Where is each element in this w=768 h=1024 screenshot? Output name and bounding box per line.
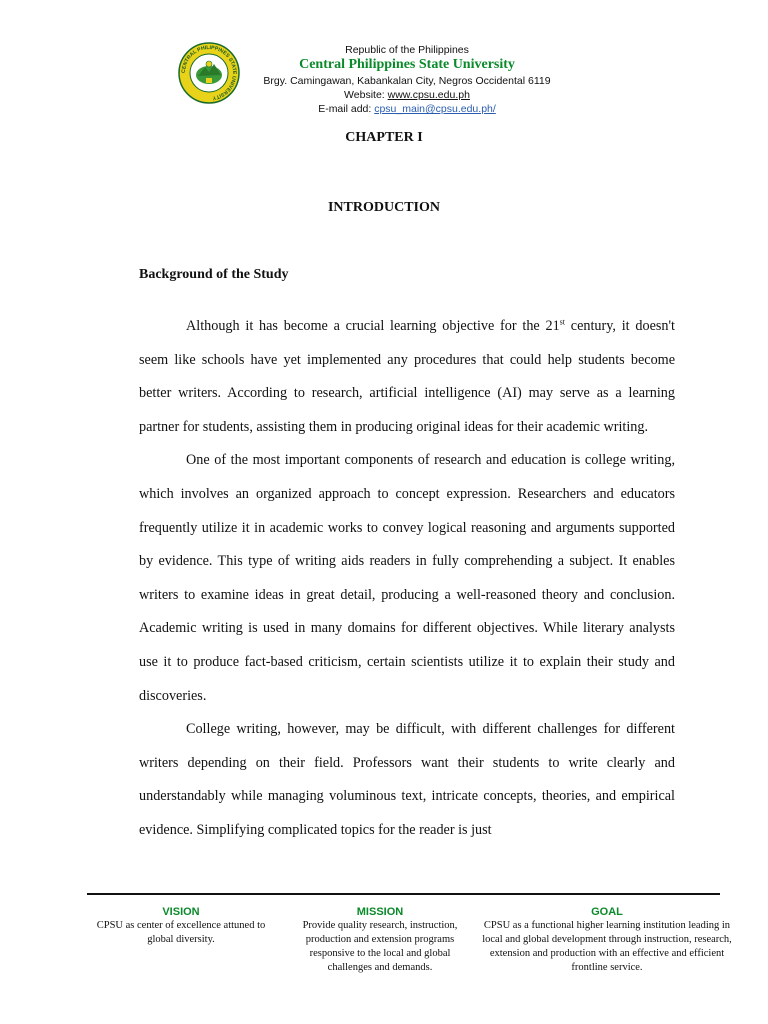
letterhead bbox=[0, 42, 768, 122]
vision-text: CPSU as center of excellence attuned to global diversity. bbox=[96, 920, 266, 945]
university-address: Brgy. Camingawan, Kabankalan City, Negros Occidental 6119 bbox=[263, 75, 551, 87]
paragraph-1: Although it has become a crucial learning objective for the 21st century, it doesn't seem like schools have yet implemented any procedures that could help students become better writers. According to research, artificial intelligence (AI) may serve as a learning partner for students, assisting them in producing original ideas for their academic writing. bbox=[139, 317, 675, 435]
university-seal-icon bbox=[178, 42, 240, 104]
footer-goal bbox=[482, 905, 732, 975]
email-link[interactable]: cpsu_main@cpsu.edu.ph/ bbox=[374, 103, 496, 115]
website-link[interactable]: www.cpsu.edu.ph bbox=[387, 89, 470, 101]
footer-mission bbox=[290, 905, 470, 975]
paragraph-2: One of the most important components of research and education is college writing, which involves an organized approach to concept expression. Researchers and educators frequently utilize it in academic works to convey logical reasoning and arguments supported by evidence. This type of writing aids readers in fully comprehending a subject. It enables writers to examine ideas in great detail, producing a well-reasoned theory and conclusion. Academic writing is used in many domains for different objectives. While literary analysts use it to produce fact-based criticism, certain scientists utilize it to explain their study and discoveries. bbox=[139, 452, 675, 704]
section-heading: Background of the Study bbox=[139, 267, 289, 282]
email-label: E-mail add: bbox=[318, 103, 375, 115]
goal-text: CPSU as a functional higher learning institution leading in local and global development through instruction, research, extension and production with an effective and efficient frontline service. bbox=[482, 920, 732, 973]
chapter-heading: CHAPTER I bbox=[345, 130, 423, 145]
paragraph-3: College writing, however, may be difficult, with different challenges for different writers depending on their field. Professors want their students to write clearly and understandably while managing voluminous text, intricate concepts, theories, and empirical evidence. Simplifying complicated topics for the reader is just bbox=[139, 721, 675, 838]
email-line bbox=[244, 103, 570, 115]
vision-title: VISION bbox=[162, 906, 200, 918]
mission-text: Provide quality research, instruction, production and extension programs responsive to the local and global challenges and demands. bbox=[302, 920, 458, 973]
website-label: Website: bbox=[344, 89, 388, 101]
footer-vision bbox=[92, 905, 270, 947]
ordinal-superscript: st bbox=[559, 317, 566, 327]
university-name: Central Philippines State University bbox=[299, 57, 515, 72]
body-text bbox=[139, 310, 675, 848]
mission-title: MISSION bbox=[356, 906, 404, 918]
republic-line: Republic of the Philippines bbox=[345, 44, 469, 56]
goal-title: GOAL bbox=[591, 906, 623, 918]
chapter-title: INTRODUCTION bbox=[327, 200, 440, 215]
website-line bbox=[244, 89, 570, 101]
footer-divider bbox=[87, 893, 720, 895]
seal-ring-text: CENTRAL PHILIPPINES STATE UNIVERSITY bbox=[180, 44, 238, 101]
